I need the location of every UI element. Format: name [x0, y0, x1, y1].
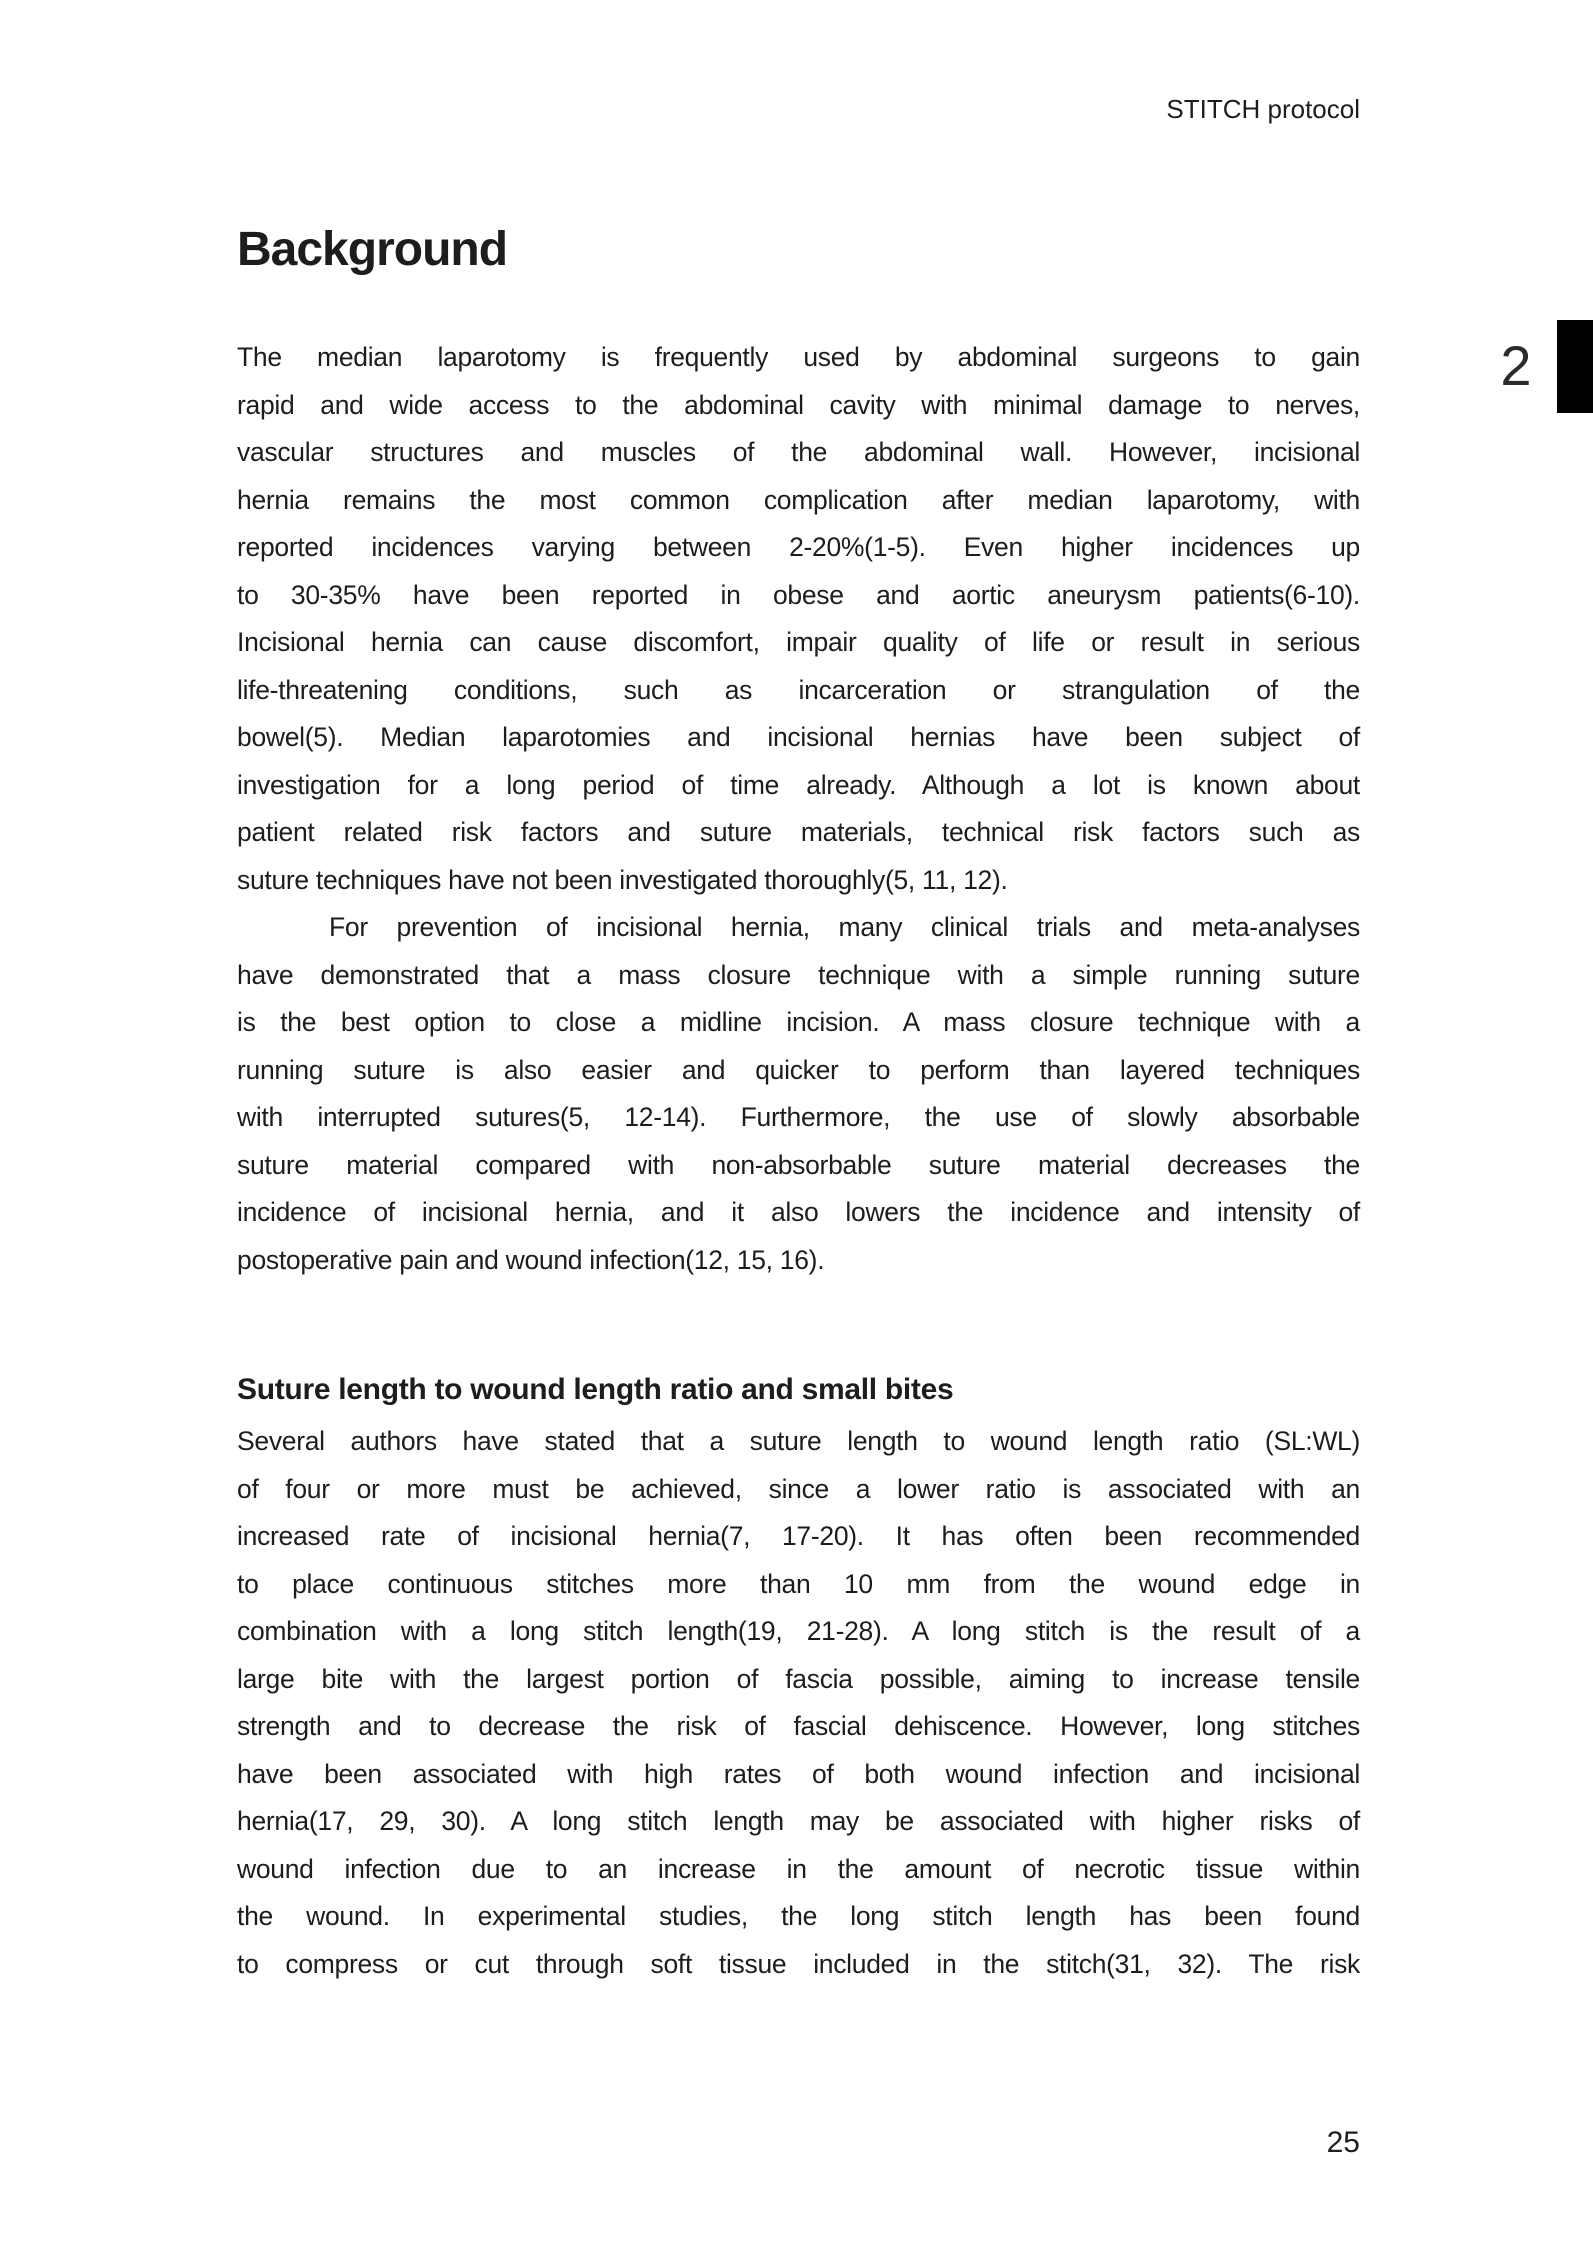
- text-line: running suture is also easier and quicker to perform than layered techniques: [237, 1054, 1360, 1085]
- text-line: is the best option to close a midline incision. A mass closure technique with a: [237, 1007, 1360, 1037]
- body-paragraphs-first: [237, 334, 1360, 1284]
- text-line: to 30-35% have been reported in obese and aortic aneurysm patients(6-10).: [237, 579, 1360, 610]
- subsection-heading: Suture length to wound length ratio and small bites: [237, 1373, 954, 1406]
- text-line: have demonstrated that a mass closure technique with a simple running suture: [237, 959, 1360, 990]
- text-line: wound infection due to an increase in the amount of necrotic tissue within: [237, 1853, 1360, 1884]
- chapter-tab-marker: [1557, 320, 1593, 413]
- text-line: with interrupted sutures(5, 12-14). Furthermore, the use of slowly absorbable: [237, 1102, 1360, 1132]
- text-line: suture techniques have not been investigated thoroughly(5, 11, 12).: [237, 864, 1008, 895]
- text-line: investigation for a long period of time already. Although a lot is known about: [237, 769, 1360, 800]
- text-line: suture material compared with non-absorbable suture material decreases the: [237, 1149, 1360, 1180]
- text-line: rapid and wide access to the abdominal cavity with minimal damage to nerves,: [237, 389, 1360, 420]
- section-title: Background: [237, 223, 508, 276]
- text-line: hernia(17, 29, 30). A long stitch length may be associated with higher risks of: [237, 1806, 1360, 1836]
- page-number: 25: [1326, 2126, 1360, 2159]
- text-line: incidence of incisional hernia, and it also lowers the incidence and intensity of: [237, 1197, 1360, 1227]
- text-line: have been associated with high rates of both wound infection and incisional: [237, 1758, 1360, 1789]
- text-line: the wound. In experimental studies, the long stitch length has been found: [237, 1901, 1360, 1931]
- text-line: For prevention of incisional hernia, many clinical trials and meta-analyses: [329, 912, 1360, 942]
- text-line: strength and to decrease the risk of fascial dehiscence. However, long stitches: [237, 1711, 1360, 1741]
- text-line: life-threatening conditions, such as incarceration or strangulation of the: [237, 674, 1360, 705]
- chapter-number: 2: [1500, 334, 1532, 397]
- text-line: patient related risk factors and suture materials, technical risk factors such as: [237, 817, 1360, 847]
- text-line: of four or more must be achieved, since a lower ratio is associated with an: [237, 1473, 1360, 1504]
- text-line: Incisional hernia can cause discomfort, impair quality of life or result in serious: [237, 627, 1360, 657]
- text-line: vascular structures and muscles of the abdominal wall. However, incisional: [237, 437, 1360, 467]
- text-line: large bite with the largest portion of fascia possible, aiming to increase tensile: [237, 1663, 1360, 1694]
- body-paragraphs-second: [237, 1418, 1360, 1988]
- text-line: to place continuous stitches more than 10 mm from the wound edge in: [237, 1568, 1360, 1599]
- text-line: combination with a long stitch length(19, 21-28). A long stitch is the result of a: [237, 1616, 1360, 1646]
- running-header: STITCH protocol: [1166, 94, 1360, 124]
- text-line: reported incidences varying between 2-20%(1-5). Even higher incidences up: [237, 532, 1360, 562]
- text-line: to compress or cut through soft tissue included in the stitch(31, 32). The risk: [237, 1948, 1360, 1979]
- text-line: Several authors have stated that a suture length to wound length ratio (SL:WL): [237, 1426, 1360, 1456]
- text-line: increased rate of incisional hernia(7, 17-20). It has often been recommended: [237, 1521, 1360, 1551]
- text-line: The median laparotomy is frequently used by abdominal surgeons to gain: [237, 342, 1360, 372]
- text-line: bowel(5). Median laparotomies and incisional hernias have been subject of: [237, 722, 1360, 752]
- text-line: postoperative pain and wound infection(12, 15, 16).: [237, 1244, 825, 1275]
- text-line: hernia remains the most common complication after median laparotomy, with: [237, 484, 1360, 515]
